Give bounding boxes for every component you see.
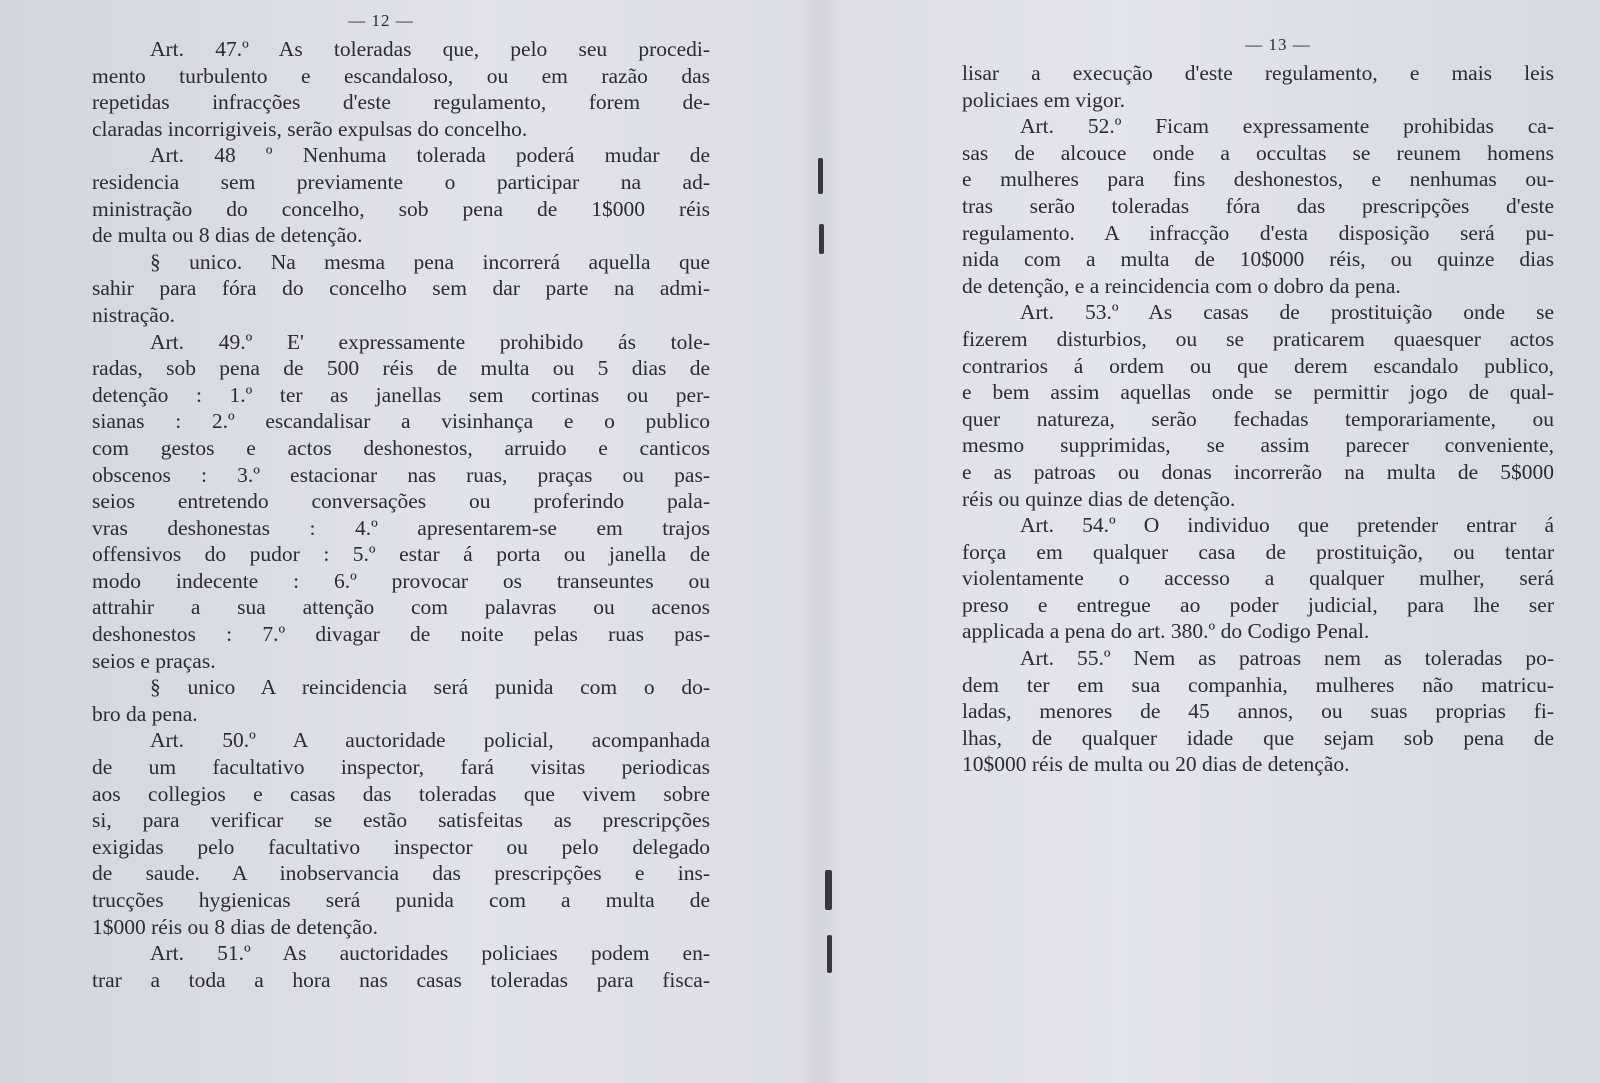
text-line: lisar a execução d'este regulamento, e mais leis (962, 61, 1554, 85)
text-line: claradas incorrigiveis, serão expulsas do concelho. (92, 116, 528, 141)
text-line: attrahir a sua attenção com palavras ou acenos (92, 595, 710, 620)
text-line: sahir para fóra do concelho sem dar parte na admi- (92, 276, 710, 301)
text-line: tras serão toleradas fóra das prescripções d'este (962, 193, 1554, 218)
gutter-binding-mark (818, 158, 823, 194)
text-line: violentamente o accesso a qualquer mulher, será (962, 566, 1554, 591)
gutter-binding-mark (819, 224, 824, 254)
text-line: detenção : 1.º ter as janellas sem cortinas ou per- (92, 382, 710, 407)
text-line: e as patroas ou donas incorrerão na multa de 5$000 (962, 459, 1554, 484)
text-line: força em qualquer casa de prostituição, ou tentar (962, 539, 1554, 564)
text-line: repetidas infracções d'este regulamento, forem de- (92, 90, 710, 115)
text-line: sianas : 2.º escandalisar a visinhança e o publico (92, 409, 710, 434)
text-line: Art. 48 º Nenhuma tolerada poderá mudar de (150, 143, 710, 168)
text-line: si, para verificar se estão satisfeitas as prescripções (92, 808, 710, 833)
text-line: § unico A reincidencia será punida com o do- (150, 675, 710, 700)
text-line: mento turbulento e escandaloso, ou em razão das (92, 63, 710, 88)
text-line: 10$000 réis de multa ou 20 dias de detenção. (962, 752, 1350, 777)
text-line: Art. 49.º E' expressamente prohibido ás tole- (150, 329, 710, 354)
text-line: aos collegios e casas das toleradas que vivem sobre (92, 781, 710, 806)
gutter-binding-mark (827, 935, 832, 973)
text-line: radas, sob pena de 500 réis de multa ou 5 dias de (92, 356, 710, 381)
text-line: offensivos do pudor : 5.º estar á porta ou janella de (92, 542, 710, 567)
text-line: réis ou quinze dias de detenção. (962, 486, 1236, 511)
text-line: Art. 54.º O individuo que pretender entrar á (1020, 513, 1554, 538)
text-line: exigidas pelo facultativo inspector ou pelo delegado (92, 834, 710, 859)
text-line: de saude. A inobservancia das prescripções e ins- (92, 861, 710, 886)
text-line: Art. 47.º As toleradas que, pelo seu procedi- (150, 37, 710, 61)
text-line: de detenção, e a reincidencia com o dobro da pena. (962, 273, 1401, 298)
right-page-text (962, 60, 1554, 778)
text-line: de um facultativo inspector, fará visitas periodicas (92, 755, 710, 780)
text-line: 1$000 réis ou 8 dias de detenção. (92, 914, 378, 939)
text-line: obscenos : 3.º estacionar nas ruas, praças ou pas- (92, 462, 710, 487)
page-number-left: — 12 — (348, 11, 414, 30)
text-line: com gestos e actos deshonestos, arruido e canticos (92, 435, 710, 460)
text-line: e mulheres para fins deshonestos, e nenhumas ou- (962, 167, 1554, 192)
text-line: contrarios á ordem ou que derem escandalo publico, (962, 353, 1554, 378)
text-line: dem ter em sua companhia, mulheres não matricu- (962, 672, 1554, 697)
gutter-binding-mark (825, 870, 832, 910)
text-line: seios e praças. (92, 648, 216, 673)
text-line: regulamento. A infracção d'esta disposição será pu- (962, 220, 1554, 245)
text-line: § unico. Na mesma pena incorrerá aquella que (150, 249, 710, 274)
left-page-text (92, 36, 710, 993)
text-line: fizerem disturbios, ou se praticarem quaesquer actos (962, 326, 1554, 351)
text-line: residencia sem previamente o participar na ad- (92, 169, 710, 194)
right-page (962, 34, 1554, 778)
text-line: sas de alcouce onde a occultas se reunem homens (962, 140, 1554, 165)
text-line: trar a toda a hora nas casas toleradas para fisca- (92, 967, 710, 992)
text-line: trucções hygienicas será punida com a multa de (92, 888, 710, 912)
text-line: modo indecente : 6.º provocar os transeuntes ou (92, 568, 710, 593)
text-line: mesmo supprimidas, se assim parecer conveniente, (962, 433, 1554, 458)
page-number-right: — 13 — (1245, 35, 1311, 54)
text-line: ladas, menores de 45 annos, ou suas proprias fi- (962, 699, 1554, 724)
text-line: seios entretendo conversações ou proferindo pala- (92, 489, 710, 514)
text-line: Art. 50.º A auctoridade policial, acompanhada (150, 728, 710, 753)
text-line: bro da pena. (92, 701, 198, 726)
text-line: policiaes em vigor. (962, 87, 1126, 112)
text-line: de multa ou 8 dias de detenção. (92, 223, 363, 248)
text-line: Art. 51.º As auctoridades policiaes podem en- (150, 941, 710, 966)
text-line: vras deshonestas : 4.º apresentarem-se em trajos (92, 515, 710, 540)
text-line: e bem assim aquellas onde se permittir jogo de qual- (962, 380, 1554, 405)
text-line: quer natureza, serão fechadas temporariamente, ou (962, 406, 1554, 431)
text-line: lhas, de qualquer idade que sejam sob pena de (962, 725, 1554, 750)
left-page (92, 10, 710, 993)
text-line: preso e entregue ao poder judicial, para lhe ser (962, 592, 1554, 617)
text-line: applicada a pena do art. 380.º do Codigo Penal. (962, 619, 1370, 644)
text-line: nida com a multa de 10$000 réis, ou quinze dias (962, 247, 1554, 272)
text-line: deshonestos : 7.º divagar de noite pelas ruas pas- (92, 622, 710, 647)
text-line: nistração. (92, 302, 175, 327)
text-line: Art. 53.º As casas de prostituição onde se (1020, 300, 1554, 325)
text-line: ministração do concelho, sob pena de 1$000 réis (92, 196, 710, 221)
text-line: Art. 55.º Nem as patroas nem as toleradas po- (1020, 646, 1554, 671)
text-line: Art. 52.º Ficam expressamente prohibidas ca- (1020, 114, 1554, 139)
